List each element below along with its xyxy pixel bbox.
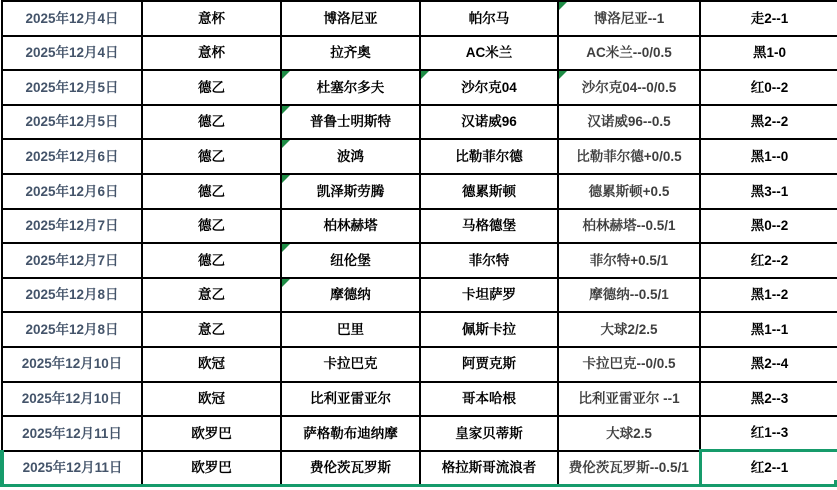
cell-result[interactable]	[700, 70, 837, 105]
cell-text: 拉齐奥	[330, 45, 371, 61]
cell-text: 比利亚雷亚尔	[310, 391, 391, 407]
cell-home-team[interactable]	[281, 209, 420, 244]
cell-league[interactable]	[142, 243, 281, 278]
cell-text: 哥本哈根	[462, 391, 516, 407]
cell-date[interactable]	[2, 209, 142, 244]
cell-date[interactable]	[2, 312, 142, 347]
cell-result[interactable]	[700, 416, 837, 451]
cell-text: 摩德纳	[330, 287, 371, 303]
cell-away-team[interactable]	[420, 278, 558, 313]
cell-date[interactable]	[2, 451, 142, 486]
cell-home-team[interactable]	[281, 174, 420, 209]
cell-text: 欧冠	[198, 391, 225, 407]
cell-home-team[interactable]	[281, 70, 420, 105]
cell-recommendation[interactable]	[558, 139, 700, 174]
cell-text: 格拉斯哥流浪者	[441, 460, 537, 476]
cell-away-team[interactable]	[420, 347, 558, 382]
comment-indicator-icon	[282, 71, 290, 79]
cell-date[interactable]	[2, 139, 142, 174]
cell-text: 马格德堡	[462, 218, 516, 234]
cell-text: 2025年12月11日	[22, 425, 122, 441]
cell-text: 博洛尼亚	[323, 10, 378, 26]
matches-table-body	[2, 1, 837, 485]
cell-league[interactable]	[142, 70, 281, 105]
cell-home-team[interactable]	[281, 1, 420, 36]
cell-text: 黑2--2	[750, 114, 789, 130]
cell-away-team[interactable]	[420, 174, 558, 209]
table-row	[2, 312, 837, 347]
cell-text: 黑2--3	[750, 391, 789, 407]
cell-text: 汉诺威96	[461, 114, 517, 130]
cell-text: AC米兰	[465, 45, 513, 61]
table-row	[2, 243, 837, 278]
cell-text: 2025年12月7日	[25, 252, 119, 268]
cell-text: 黑1--0	[750, 148, 789, 164]
cell-away-team[interactable]	[420, 36, 558, 71]
cell-home-team[interactable]	[281, 416, 420, 451]
cell-text: 德乙	[198, 148, 225, 164]
cell-text: 2025年12月8日	[25, 321, 119, 337]
cell-date[interactable]	[2, 1, 142, 36]
cell-text: 黑1-0	[752, 45, 786, 61]
cell-text: 德乙	[198, 114, 225, 130]
table-row	[2, 382, 837, 417]
cell-away-team[interactable]	[420, 70, 558, 105]
cell-text: 杜塞尔多夫	[316, 79, 385, 95]
cell-text: 2025年12月4日	[25, 10, 119, 26]
cell-text: 波鸿	[337, 148, 364, 164]
cell-text: 红2--2	[750, 252, 789, 268]
table-row	[2, 1, 837, 36]
cell-text: 菲尔特	[468, 252, 510, 268]
cell-recommendation[interactable]	[558, 416, 700, 451]
cell-league[interactable]	[142, 416, 281, 451]
cell-result[interactable]	[700, 139, 837, 174]
cell-result[interactable]	[700, 278, 837, 313]
table-row	[2, 105, 837, 140]
table-row	[2, 70, 837, 105]
cell-text: 德乙	[198, 218, 225, 234]
cell-text: 欧冠	[198, 356, 225, 372]
cell-text: 黑2--4	[750, 356, 789, 372]
fill-handle[interactable]	[833, 479, 837, 486]
cell-result[interactable]	[700, 1, 837, 36]
cell-text: 巴里	[337, 321, 364, 337]
cell-recommendation[interactable]	[558, 174, 700, 209]
cell-home-team[interactable]	[281, 139, 420, 174]
cell-text: 摩德纳--0.5/1	[589, 287, 669, 303]
comment-indicator-icon	[282, 106, 290, 114]
cell-result[interactable]	[700, 243, 837, 278]
cell-date[interactable]	[2, 105, 142, 140]
cell-away-team[interactable]	[420, 382, 558, 417]
cell-text: 红1--3	[750, 425, 789, 441]
cell-text: 欧罗巴	[191, 460, 232, 476]
cell-text: AC米兰--0/0.5	[586, 45, 672, 61]
cell-date[interactable]	[2, 347, 142, 382]
cell-recommendation[interactable]	[558, 70, 700, 105]
cell-recommendation[interactable]	[558, 451, 700, 486]
cell-league[interactable]	[142, 209, 281, 244]
cell-text: 欧罗巴	[191, 425, 232, 441]
cell-league[interactable]	[142, 139, 281, 174]
cell-home-team[interactable]	[281, 347, 420, 382]
cell-text: 黑0--2	[750, 218, 789, 234]
cell-result[interactable]	[700, 312, 837, 347]
cell-result[interactable]	[700, 174, 837, 209]
cell-text: 2025年12月6日	[25, 183, 119, 199]
cell-away-team[interactable]	[420, 139, 558, 174]
cell-text: 黑3--1	[750, 183, 789, 199]
table-row	[2, 174, 837, 209]
cell-text: 意乙	[198, 287, 225, 303]
cell-text: 费伦茨瓦罗斯--0.5/1	[568, 460, 689, 476]
cell-text: 2025年12月8日	[25, 287, 119, 303]
cell-away-team[interactable]	[420, 209, 558, 244]
cell-text: 萨格勒布迪纳摩	[303, 425, 398, 441]
cell-text: 皇家贝蒂斯	[455, 425, 523, 441]
cell-away-team[interactable]	[420, 451, 558, 486]
cell-text: 黑1--2	[750, 287, 789, 303]
cell-result[interactable]	[700, 382, 837, 417]
cell-text: 费伦茨瓦罗斯	[310, 460, 391, 476]
cell-recommendation[interactable]	[558, 209, 700, 244]
cell-result[interactable]	[700, 451, 837, 486]
comment-indicator-icon	[421, 71, 429, 79]
cell-league[interactable]	[142, 451, 281, 486]
cell-recommendation[interactable]	[558, 243, 700, 278]
cell-league[interactable]	[142, 1, 281, 36]
cell-date[interactable]	[2, 36, 142, 71]
table-row	[2, 36, 837, 71]
cell-text: 意杯	[198, 45, 225, 61]
cell-league[interactable]	[142, 347, 281, 382]
cell-date[interactable]	[2, 278, 142, 313]
cell-away-team[interactable]	[420, 312, 558, 347]
cell-away-team[interactable]	[420, 243, 558, 278]
cell-text: 红0--2	[750, 79, 789, 95]
cell-home-team[interactable]	[281, 278, 420, 313]
cell-text: 柏林赫塔	[323, 218, 378, 234]
cell-text: 德乙	[198, 252, 225, 268]
cell-text: 2025年12月6日	[25, 148, 119, 164]
table-row	[2, 416, 837, 451]
cell-text: 卡坦萨罗	[462, 287, 516, 303]
cell-text: 德乙	[198, 79, 225, 95]
cell-text: 柏林赫塔--0.5/1	[582, 218, 676, 234]
cell-away-team[interactable]	[420, 1, 558, 36]
cell-text: 2025年12月7日	[25, 218, 119, 234]
cell-text: 2025年12月11日	[22, 460, 123, 476]
cell-date[interactable]	[2, 174, 142, 209]
cell-date[interactable]	[2, 382, 142, 417]
cell-date[interactable]	[2, 243, 142, 278]
cell-text: 阿贾克斯	[462, 356, 516, 372]
cell-text: 2025年12月5日	[25, 79, 119, 95]
comment-indicator-icon	[559, 71, 567, 79]
cell-home-team[interactable]	[281, 105, 420, 140]
table-row	[2, 209, 837, 244]
cell-text: 意乙	[198, 321, 225, 337]
cell-text: 意杯	[198, 10, 225, 26]
cell-text: 比利亚雷亚尔 --1	[578, 391, 680, 407]
comment-indicator-icon	[282, 140, 290, 148]
cell-text: 博洛尼亚--1	[593, 10, 665, 26]
cell-text: 沙尔克04	[461, 79, 517, 95]
cell-text: 走2--1	[750, 10, 789, 26]
cell-text: 比勒菲尔德	[455, 148, 523, 164]
cell-text: 2025年12月10日	[21, 391, 123, 407]
table-row	[2, 278, 837, 313]
comment-indicator-icon	[559, 2, 567, 10]
cell-recommendation[interactable]	[558, 382, 700, 417]
cell-text: 沙尔克04--0/0.5	[581, 79, 677, 95]
cell-league[interactable]	[142, 278, 281, 313]
cell-league[interactable]	[142, 382, 281, 417]
cell-text: 佩斯卡拉	[462, 321, 516, 337]
cell-home-team[interactable]	[281, 451, 420, 486]
cell-date[interactable]	[2, 416, 142, 451]
cell-result[interactable]	[700, 105, 837, 140]
cell-result[interactable]	[700, 347, 837, 382]
cell-league[interactable]	[142, 36, 281, 71]
cell-text: 2025年12月5日	[25, 114, 119, 130]
cell-away-team[interactable]	[420, 416, 558, 451]
cell-text: 德累斯顿+0.5	[588, 183, 670, 199]
cell-recommendation[interactable]	[558, 312, 700, 347]
cell-text: 纽伦堡	[330, 252, 371, 268]
cell-result[interactable]	[700, 209, 837, 244]
cell-text: 红2--1	[750, 460, 789, 476]
cell-text: 德乙	[198, 183, 225, 199]
cell-recommendation[interactable]	[558, 36, 700, 71]
comment-indicator-icon	[282, 175, 290, 183]
cell-away-team[interactable]	[420, 105, 558, 140]
cell-text: 普鲁士明斯特	[310, 114, 391, 130]
comment-indicator-icon	[282, 244, 290, 252]
cell-home-team[interactable]	[281, 312, 420, 347]
cell-home-team[interactable]	[281, 36, 420, 71]
cell-text: 大球2.5	[606, 425, 652, 441]
cell-text: 汉诺威96--0.5	[587, 114, 671, 130]
cell-text: 卡拉巴克	[323, 356, 378, 372]
cell-text: 黑1--1	[750, 321, 789, 337]
cell-text: 2025年12月10日	[21, 356, 123, 372]
comment-indicator-icon	[282, 279, 290, 287]
table-row	[2, 139, 837, 174]
cell-text: 菲尔特+0.5/1	[589, 252, 669, 268]
cell-home-team[interactable]	[281, 243, 420, 278]
cell-text: 大球2/2.5	[600, 321, 658, 337]
cell-text: 帕尔马	[468, 10, 510, 26]
cell-date[interactable]	[2, 70, 142, 105]
cell-text: 凯泽斯劳腾	[316, 183, 385, 199]
cell-text: 卡拉巴克--0/0.5	[582, 356, 676, 372]
cell-result[interactable]	[700, 36, 837, 71]
cell-recommendation[interactable]	[558, 105, 700, 140]
cell-text: 2025年12月4日	[25, 45, 119, 61]
cell-recommendation[interactable]	[558, 347, 700, 382]
table-row	[2, 451, 837, 486]
table-row	[2, 347, 837, 382]
cell-league[interactable]	[142, 174, 281, 209]
cell-recommendation[interactable]	[558, 1, 700, 36]
cell-text: 比勒菲尔德+0/0.5	[576, 148, 682, 164]
cell-league[interactable]	[142, 105, 281, 140]
cell-recommendation[interactable]	[558, 278, 700, 313]
cell-league[interactable]	[142, 312, 281, 347]
cell-home-team[interactable]	[281, 382, 420, 417]
cell-text: 德累斯顿	[462, 183, 516, 199]
